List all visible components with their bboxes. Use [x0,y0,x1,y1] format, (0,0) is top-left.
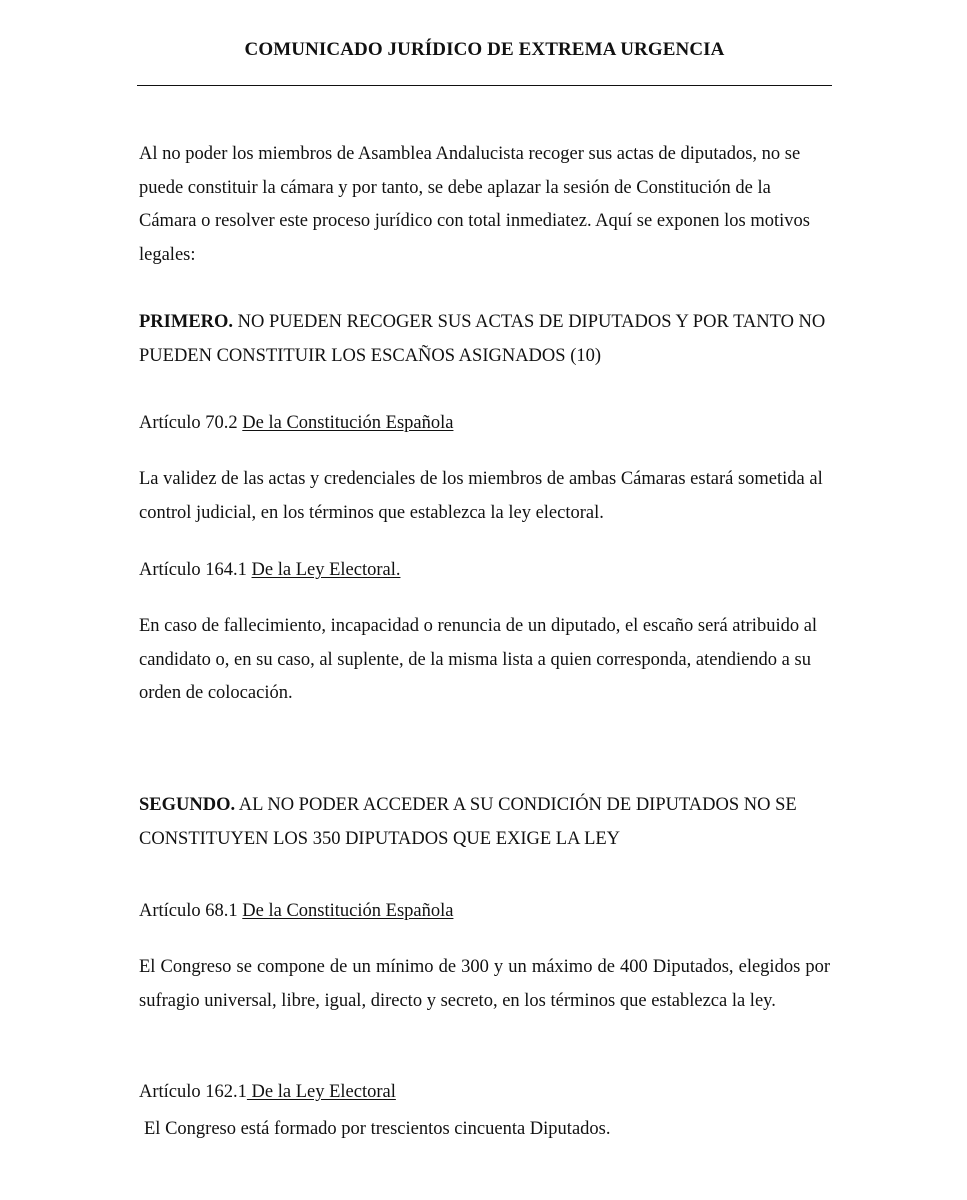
article-text: La validez de las actas y credenciales de los miembros de ambas Cámaras estará sometida al control judicial, en los términos que establezca la ley electoral. [139,469,823,523]
section-heading-primero [139,306,830,373]
article-source-link: De la Constitución Española [242,901,454,921]
section-label: SEGUNDO. [139,795,236,815]
section-heading-segundo [139,789,830,856]
article-number: Artículo 164.1 [139,560,252,580]
section-label: PRIMERO. [139,312,234,332]
article-number: Artículo 162.1 [139,1082,247,1102]
article-reference [139,407,830,441]
article-number: Artículo 70.2 [139,413,243,433]
article-text: En caso de fallecimiento, incapacidad o renuncia de un diputado, el escaño será atribuido al candidato o, en su caso, al suplente, de la misma lista a quien corresponda, atendiendo a su orden de colocación. [139,616,818,704]
article-number: Artículo 68.1 [139,901,243,921]
section-heading-text: NO PUEDEN RECOGER SUS ACTAS DE DIPUTADOS Y POR TANTO NO PUEDEN CONSTITUIR LOS ESCAÑOS ASIGNADOS (10) [139,312,826,366]
title-divider [137,85,832,86]
article-text: El Congreso se compone de un mínimo de 300 y un máximo de 400 Diputados, elegidos por sufragio universal, libre, igual, directo y secreto, en los términos que establezca la ley. [139,957,830,1011]
document-title: COMUNICADO JURÍDICO DE EXTREMA URGENCIA [244,39,725,60]
intro-paragraph: Al no poder los miembros de Asamblea Andalucista recoger sus actas de diputados, no se puede constituir la cámara y por tanto, se debe aplazar la sesión de Constitución de la Cámara o resolver este proceso jurídico con total inmediatez. Aquí se exponen los motivos legales: [139,144,810,265]
section-heading-text: AL NO PODER ACCEDER A SU CONDICIÓN DE DIPUTADOS NO SE CONSTITUYEN LOS 350 DIPUTADOS QUE EXIGE LA LEY [139,795,797,849]
article-reference [139,554,830,588]
article-reference [139,895,830,929]
article-text: El Congreso está formado por trescientos cincuenta Diputados. [144,1119,611,1139]
article-reference [139,1076,830,1110]
article-source-link: De la Ley Electoral [246,1082,396,1102]
article-source-link: De la Constitución Española [242,413,454,433]
article-source-link: De la Ley Electoral. [251,560,401,580]
